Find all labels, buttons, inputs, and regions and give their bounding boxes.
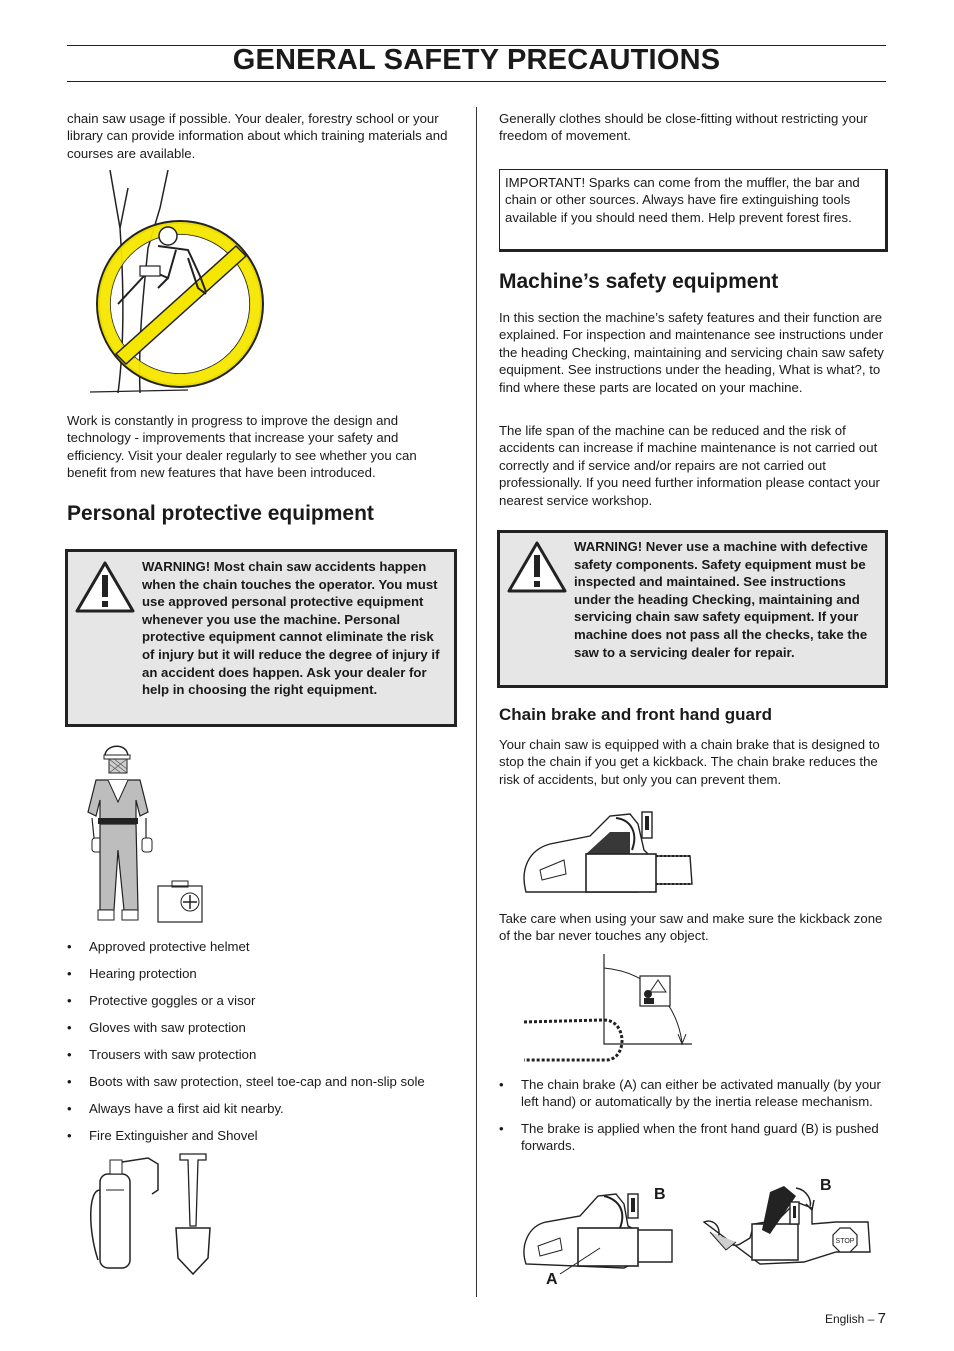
machine-warning-box <box>497 530 888 688</box>
page-title: GENERAL SAFETY PRECAUTIONS <box>232 44 721 76</box>
chain-brake-paragraph: Your chain saw is equipped with a chain brake that is designed to stop the chain if you get a kickback. The chain brake reduces the risk of accidents, but only you can prevent them. <box>499 737 880 787</box>
page-footer <box>825 1310 886 1327</box>
chain-brake-engaged-illustration <box>700 1182 878 1278</box>
ppe-list-item: • Protective goggles or a visor <box>67 993 467 1020</box>
extinguisher-and-shovel-illustration <box>88 1150 218 1276</box>
warning-triangle-icon <box>507 541 567 593</box>
ppe-list-item: • Always have a first aid kit nearby. <box>67 1101 467 1128</box>
machine-safety-heading: Machine’s safety equipment <box>499 270 779 293</box>
footer-language: English <box>824 1312 865 1326</box>
kickback-zone-illustration <box>520 950 695 1066</box>
chain-brake-list-item: • The brake is applied when the front hand guard (B) is pushed forwards. <box>499 1120 887 1155</box>
header-bottom-rule <box>67 81 886 82</box>
important-text: IMPORTANT! Sparks can come from the muffler, the bar and chain or other sources. Always have fire extinguishing tools available if you should need them. Help prevent forest fires. <box>505 175 860 225</box>
ppe-list-item: • Approved protective helmet <box>67 939 467 966</box>
intro-paragraph: chain saw usage if possible. Your dealer, forestry school or your library can provide information about which training materials and courses are available. <box>67 111 448 161</box>
stop-sign-text: STOP <box>835 1238 855 1245</box>
no-tree-climbing-illustration <box>88 168 268 396</box>
ppe-list <box>67 939 467 1155</box>
clothes-paragraph: Generally clothes should be close-fitting without restricting your freedom of movement. <box>499 111 868 144</box>
ppe-warning-box <box>65 549 457 727</box>
ppe-list-item: • Gloves with saw protection <box>67 1020 467 1047</box>
ppe-heading: Personal protective equipment <box>67 502 374 525</box>
chain-brake-list-item: • The chain brake (A) can either be activated manually (by your left hand) or automatically by the inertia release mechanism. <box>499 1076 887 1111</box>
chain-saw-hand-guard-illustration <box>520 810 695 896</box>
label-b-left: B <box>654 1186 666 1203</box>
kickback-paragraph: Take care when using your saw and make sure the kickback zone of the bar never touches any object. <box>499 911 883 944</box>
machine-warning-text: WARNING! Never use a machine with defective safety components. Safety equipment must be inspected and maintained. See instructions under the heading Checking, maintaining and servicing chain saw safety equipment. If your machine does not pass all the checks, take the saw to a servicing dealer for repair. <box>574 539 868 660</box>
label-a: A <box>546 1271 558 1288</box>
chain-brake-front-illustration <box>520 1190 675 1280</box>
ppe-warning-text: WARNING! Most chain saw accidents happen when the chain touches the operator. You must use approved personal protective equipment whenever you use the machine. Personal protective equipment cannot eliminate the risk of injury but it will reduce the degree of injury if an accident does happen. Ask your dealer for help in choosing the right equipment. <box>142 559 440 698</box>
footer-separator: – <box>864 1312 878 1326</box>
chain-brake-heading: Chain brake and front hand guard <box>499 705 772 724</box>
improvement-paragraph: Work is constantly in progress to improve the design and technology - improvements that increase your safety and efficiency. Visit your dealer regularly to see whether you can benefit from new features that have been introduced. <box>67 413 417 481</box>
important-box <box>499 169 888 252</box>
warning-triangle-icon <box>75 561 135 613</box>
machine-paragraph-2: The life span of the machine can be reduced and the risk of accidents can increase if machine maintenance is not carried out correctly and if service and/or repairs are not carried out professionally. If you need further information please contact your nearest service workshop. <box>499 423 880 508</box>
ppe-list-item: • Hearing protection <box>67 966 467 993</box>
machine-paragraph-1: In this section the machine’s safety features and their function are explained. For inspection and maintenance see instructions under the heading Checking, maintaining and servicing chain saw safety equipment. See instructions under the heading, What is what?, to find where these parts are located on your machine. <box>499 310 884 395</box>
ppe-list-item: • Fire Extinguisher and Shovel <box>67 1128 467 1155</box>
protective-equipment-illustration <box>88 740 218 926</box>
label-b-right: B <box>820 1177 832 1194</box>
column-divider <box>476 107 477 1297</box>
chain-brake-list <box>499 1076 887 1155</box>
ppe-list-item: • Boots with saw protection, steel toe-cap and non-slip sole <box>67 1074 467 1101</box>
ppe-list-item: • Trousers with saw protection <box>67 1047 467 1074</box>
page-number: 7 <box>877 1310 886 1327</box>
